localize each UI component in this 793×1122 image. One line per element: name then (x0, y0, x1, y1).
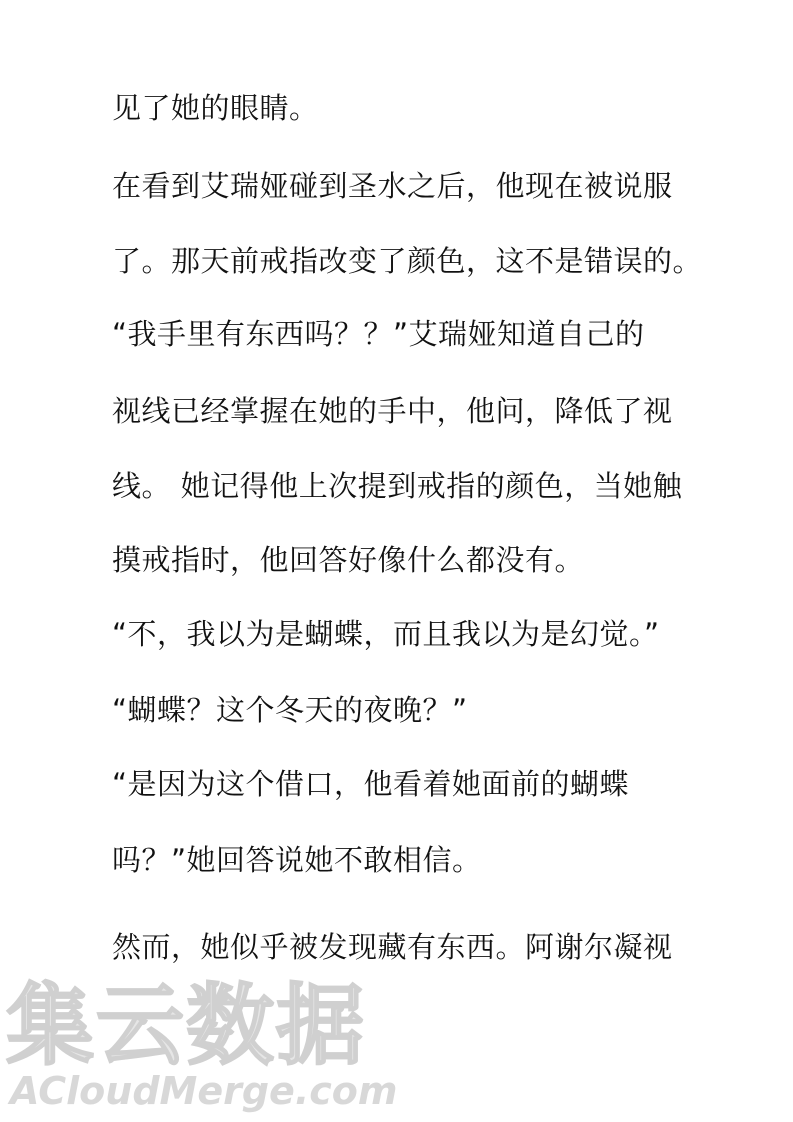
text-line: “不，我以为是蝴蝶，而且我以为是幻觉。” (112, 617, 660, 651)
watermark-latin: ACloudMerge.com (10, 1069, 398, 1113)
watermark (6, 974, 398, 1118)
text-line: 摸戒指时，他回答好像什么都没有。 (112, 543, 585, 577)
text-line: 视线已经掌握在她的手中，他问，降低了视 (112, 394, 673, 428)
text-line: 然而，她似乎被发现藏有东西。阿谢尔凝视 (112, 930, 673, 964)
text-line: “我手里有东西吗？？”艾瑞娅知道自己的 (112, 317, 645, 351)
text-line: “蝴蝶？这个冬天的夜晚？” (112, 693, 468, 727)
text-line: 吗？”她回答说她不敢相信。 (112, 843, 482, 877)
text-line: 见了她的眼睛。 (112, 91, 319, 125)
watermark-chinese: 集云数据 (6, 974, 367, 1077)
text-line: “是因为这个借口，他看着她面前的蝴蝶 (112, 767, 630, 801)
text-line: 线。 她记得他上次提到戒指的颜色，当她触 (112, 469, 683, 503)
text-line: 在看到艾瑞娅碰到圣水之后，他现在被说服 (112, 169, 673, 203)
text-line: 了。那天前戒指改变了颜色，这不是错误的。 (112, 244, 703, 278)
